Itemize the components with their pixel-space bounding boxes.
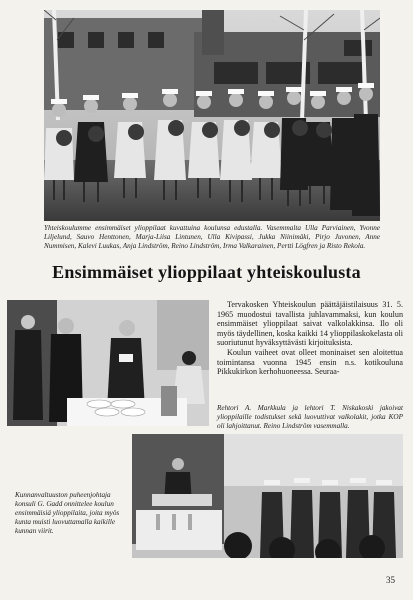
ceremony-photo-caption: Rehtori A. Markkula ja lehtori T. Niskakoski jakoivat ylioppilaille todistukset sekä luovuttivat valkolakit, jotka KOP oli lahjoittanut. Reino Lindström vasemmalla. — [217, 404, 403, 430]
article-paragraph: Koulun vaiheet ovat olleet moninaiset sen aloitettua toimintansa vuonna 1945 ensin n.s. kotikouluna Pikkukirkon kerhohuoneessa. Seuraa- — [217, 347, 403, 377]
congratulations-photo-caption: Kunnanvaltuuston puheenjohtaja konsuli G. Gadd onnittelee koulun ensimmäisiä ylioppilaita, joita myös kunta muisti luovuttamalla kaikille kunnan viirit. — [15, 491, 120, 535]
page-number: 35 — [386, 575, 395, 585]
article-text — [217, 300, 403, 377]
page-headline: Ensimmäiset ylioppilaat yhteiskoulusta — [52, 262, 361, 282]
graduates-group-photo-graphic — [44, 10, 380, 221]
article-paragraph: Tervakosken Yhteiskoulun päättäjäistilaisuus 31. 5. 1965 muodostui tavallista juhlavammaksi, kun koulun ensimmäiset ylioppilaat saivat valkolakkinsa. Ilo oli myös täydellinen, koska kaikki 14 ylioppilaskokelasta oli suoriutunut hyväksyttävästi kirjoituksista. — [217, 300, 403, 348]
ceremony-photo-graphic — [7, 300, 209, 426]
graduates-group-photo — [44, 10, 380, 221]
congratulations-photo-graphic — [132, 434, 403, 558]
top-photo-caption: Yhteiskoulumme ensimmäiset ylioppilaat kuvattuina koulunsa edustalla. Vasemmalta Ulla Parviainen, Yvonne Liljelund, Sauvo Henttonen, Marja-Liisa Lintunen, Ulla Kivipassi, Jukka Niinimäki, Pirjo Juvonen, Anne Nummisen, Kalevi Luukas, Anja Lindström, Reino Lindström, Irma Valkarainen, Pertti Lögfren ja Risto Rekola. — [44, 224, 380, 250]
congratulations-photo — [132, 434, 403, 558]
ceremony-photo — [7, 300, 209, 426]
